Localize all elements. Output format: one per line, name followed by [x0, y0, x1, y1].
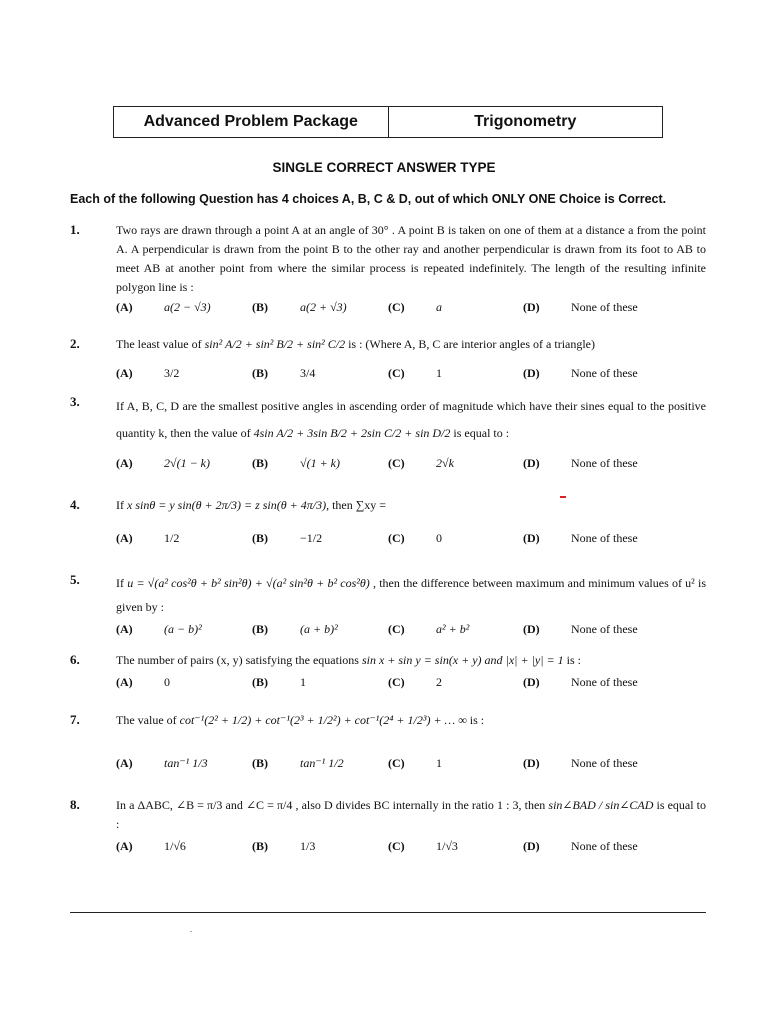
option-c: (C) 2 — [388, 675, 442, 689]
option-a: (A) 3/2 — [116, 366, 180, 380]
question-text: Two rays are drawn through a point A at an angle of 30° . A point B is taken on one of them at a distance a from the point A. A perpendicular is drawn from the point B to the other ray and another perpendicular is drawn from its foot to AB to meet AB at another point from where the similar process is repeated indefinitely. The length of the resulting infinite polygon line is : — [116, 223, 706, 294]
question-text: The value of cot⁻¹(2² + 1/2) + cot⁻¹(2³ + 1/2²) + cot⁻¹(2⁴ + 1/2³) + … ∞ is : — [116, 713, 485, 727]
question-text: If x sinθ = y sin(θ + 2π/3) = z sin(θ + 4π/3), then ∑xy = — [116, 498, 387, 512]
options-row — [116, 300, 706, 318]
option-d: (D) None of these — [523, 456, 638, 470]
question-number: 4. — [70, 497, 80, 512]
question-text: If A, B, C, D are the smallest positive angles in ascending order of magnitude which have their sines equal to the positive quantity k, then the value of 4sin A/2 + 3sin B/2 + 2sin C/2 + sin D/2 is equal to : — [116, 399, 706, 440]
question-text: In a ΔABC, ∠B = π/3 and ∠C = π/4 , also D divides BC internally in the ratio 1 : 3, then sin∠BAD / sin∠CAD is equal to : — [116, 798, 707, 831]
option-d: (D) None of these — [523, 675, 638, 689]
instruction-text: Each of the following Question has 4 choices A, B, C & D, out of which ONLY ONE Choice is Correct. — [70, 192, 667, 206]
option-d: (D) None of these — [523, 531, 638, 545]
formula: x sinθ = y sin(θ + 2π/3) = z sin(θ + 4π/3) — [127, 498, 327, 512]
option-b: (B) a(2 + √3) — [252, 300, 347, 314]
formula: u = √(a² cos²θ + b² sin²θ) + √(a² sin²θ + b² cos²θ) — [127, 576, 370, 590]
footer-dot: . — [190, 925, 192, 934]
options-row — [116, 675, 706, 693]
option-c: (C) 2√k — [388, 456, 454, 470]
question-number: 1. — [70, 222, 80, 237]
option-c: (C) 1 — [388, 366, 442, 380]
option-b: (B) −1/2 — [252, 531, 323, 545]
section-title: SINGLE CORRECT ANSWER TYPE — [272, 160, 496, 175]
options-row — [116, 839, 706, 857]
option-a: (A) 1/√6 — [116, 839, 186, 853]
footer-divider — [70, 912, 706, 913]
header-right-title: Trigonometry — [474, 113, 577, 130]
formula: 4sin A/2 + 3sin B/2 + 2sin C/2 + sin D/2 — [253, 426, 451, 440]
option-c: (C) a² + b² — [388, 622, 470, 636]
question-text: If u = √(a² cos²θ + b² sin²θ) + √(a² sin²θ + b² cos²θ) , then the difference between maximum and minimum values of u² is given by : — [116, 576, 706, 614]
option-b: (B) √(1 + k) — [252, 456, 341, 470]
formula: sin x + sin y = sin(x + y) and |x| + |y| = 1 — [361, 653, 564, 667]
option-a: (A) tan⁻¹ 1/3 — [116, 756, 208, 770]
option-d: (D) None of these — [523, 366, 638, 380]
option-c: (C) a — [388, 300, 442, 314]
option-d: (D) None of these — [523, 300, 638, 314]
option-d: (D) None of these — [523, 756, 638, 770]
red-dash-mark — [560, 496, 566, 498]
option-c: (C) 1/√3 — [388, 839, 458, 853]
option-b: (B) 1/3 — [252, 839, 316, 853]
option-d: (D) None of these — [523, 622, 638, 636]
option-b: (B) 3/4 — [252, 366, 316, 380]
option-c: (C) 0 — [388, 531, 442, 545]
question-number: 3. — [70, 394, 80, 409]
question-number: 7. — [70, 712, 80, 727]
options-row — [116, 756, 706, 774]
question-text: The least value of sin² A/2 + sin² B/2 + sin² C/2 is : (Where A, B, C are interior angles of a triangle) — [116, 337, 596, 351]
option-a: (A) (a − b)² — [116, 622, 202, 636]
header-box — [113, 106, 663, 138]
header-left-title: Advanced Problem Package — [114, 107, 389, 137]
question-number: 2. — [70, 336, 80, 351]
options-row — [116, 531, 706, 549]
options-row — [116, 622, 706, 640]
formula: sin∠BAD / sin∠CAD — [548, 798, 654, 812]
question-text: The number of pairs (x, y) satisfying the equations sin x + sin y = sin(x + y) and |x| + |y| = 1 is : — [116, 653, 581, 667]
option-a: (A) 1/2 — [116, 531, 180, 545]
option-a: (A) 0 — [116, 675, 170, 689]
options-row — [116, 366, 706, 384]
option-a: (A) a(2 − √3) — [116, 300, 211, 314]
options-row — [116, 456, 706, 474]
question-number: 5. — [70, 572, 80, 587]
question-number: 6. — [70, 652, 80, 667]
option-b: (B) tan⁻¹ 1/2 — [252, 756, 344, 770]
option-b: (B) 1 — [252, 675, 306, 689]
option-d: (D) None of these — [523, 839, 638, 853]
option-c: (C) 1 — [388, 756, 442, 770]
option-a: (A) 2√(1 − k) — [116, 456, 211, 470]
option-b: (B) (a + b)² — [252, 622, 338, 636]
formula: sin² A/2 + sin² B/2 + sin² C/2 — [204, 337, 346, 351]
question-number: 8. — [70, 797, 80, 812]
formula: cot⁻¹(2² + 1/2) + cot⁻¹(2³ + 1/2²) + cot⁻¹(2⁴ + 1/2³) + … ∞ — [179, 713, 467, 727]
